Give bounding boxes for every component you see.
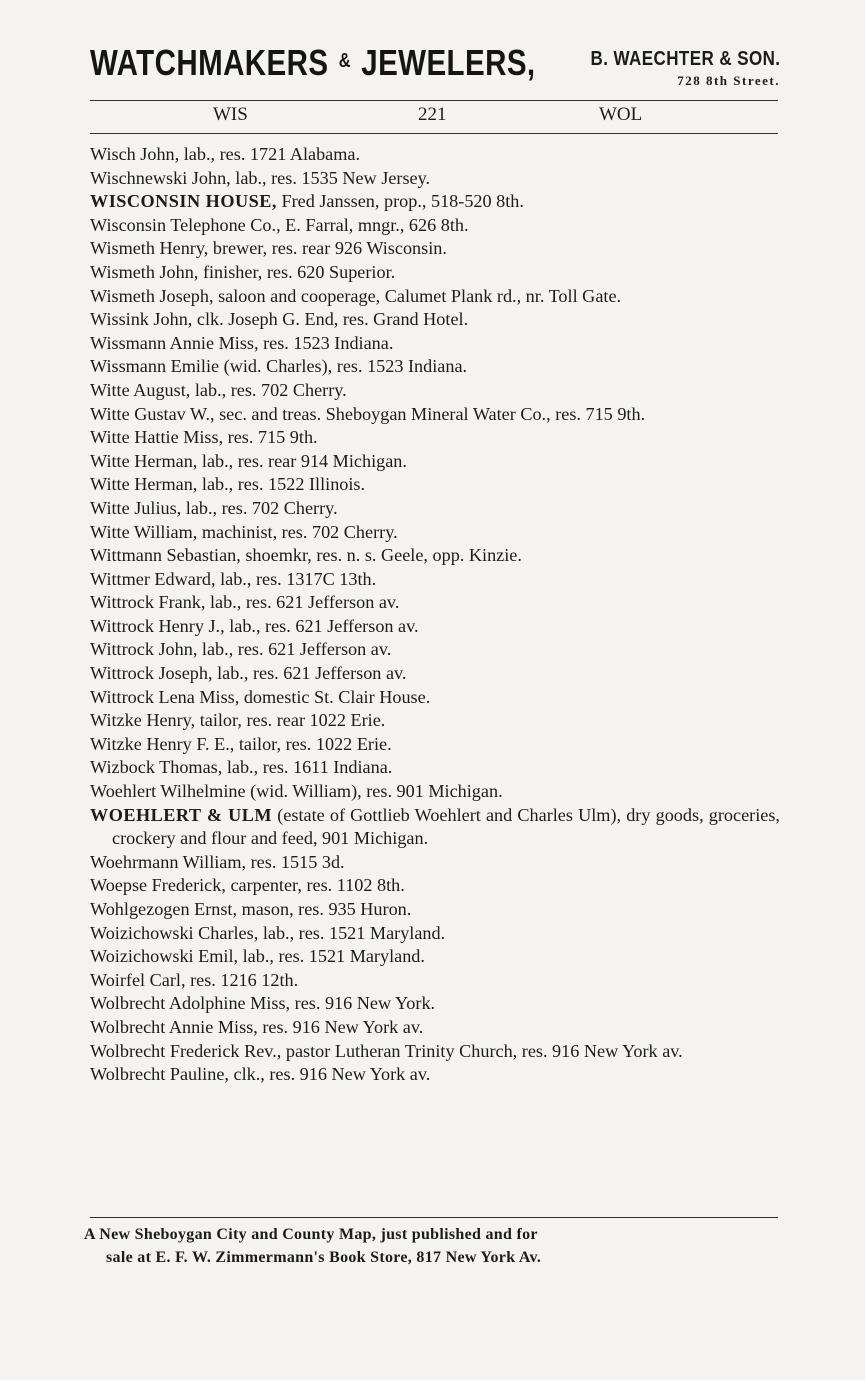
entry-name: Wisch John, bbox=[90, 144, 180, 164]
entry-details: lab., res. 1521 Maryland. bbox=[258, 922, 446, 943]
entry-details: saloon and cooperage, Calumet Plank rd., nr. Toll Gate. bbox=[213, 285, 622, 306]
directory-entry bbox=[90, 638, 780, 662]
entry-name: Woirfel Carl, bbox=[90, 969, 186, 990]
entry-details: Miss, res. 916 New York. bbox=[245, 993, 436, 1014]
directory-entry bbox=[90, 308, 780, 332]
directory-entry bbox=[90, 167, 780, 191]
entry-name: Witte Hattie bbox=[90, 427, 179, 448]
directory-entry bbox=[90, 261, 780, 285]
entry-name: Woehlert Wilhelmine bbox=[90, 781, 246, 802]
footer-line-1: A New Sheboygan City and County Map, just published and for bbox=[84, 1226, 538, 1243]
footer-line-2: sale at E. F. W. Zimmermann's Book Store, 817 New York Av. bbox=[106, 1249, 542, 1266]
directory-entry bbox=[90, 143, 780, 167]
entry-details: brewer, res. rear 926 Wisconsin. bbox=[208, 238, 447, 259]
directory-entry bbox=[90, 591, 780, 615]
directory-entry bbox=[90, 450, 780, 474]
directory-entry bbox=[90, 355, 780, 379]
advertisement-header bbox=[90, 40, 780, 98]
entry-details: E. Farral, mngr., 626 8th. bbox=[280, 214, 469, 235]
entry-details: pastor Lutheran Trinity Church, res. 916 New York av. bbox=[281, 1040, 683, 1061]
directory-entry bbox=[90, 379, 780, 403]
directory-entry bbox=[90, 568, 780, 592]
entry-details: (estate of Gottlieb Woehlert and Charles Ulm), dry goods, groceries, crockery and flour and feed, 901 Michigan. bbox=[112, 804, 780, 849]
entry-details: lab., res. 621 Jefferson av. bbox=[212, 663, 407, 684]
directory-entry bbox=[90, 403, 780, 427]
directory-entry bbox=[90, 1040, 780, 1064]
entry-name: Wohlgezogen Ernst, bbox=[90, 899, 238, 919]
advert-firm-name: B. WAECHTER & SON. bbox=[590, 48, 780, 70]
directory-entry bbox=[90, 190, 780, 214]
entry-name: Wittrock Lena bbox=[90, 686, 195, 707]
entry-name: Wittmer Edward, bbox=[90, 568, 216, 589]
entry-name: WOEHLERT & ULM bbox=[90, 804, 273, 825]
entry-details: clk., res. 916 New York av. bbox=[228, 1064, 431, 1085]
entry-name: Witte August, bbox=[90, 379, 191, 400]
entry-details: lab., res. 1317C 13th. bbox=[215, 568, 377, 589]
advert-street: 728 8th Street. bbox=[677, 73, 780, 88]
entry-details: lab., res. 621 Jefferson av. bbox=[197, 639, 392, 660]
directory-entry bbox=[90, 874, 780, 898]
entry-name: Woehrmann William, bbox=[90, 851, 247, 872]
directory-entries bbox=[90, 143, 780, 1087]
entry-details: lab., res. 1535 New Jersey. bbox=[230, 167, 431, 188]
running-head-right: WOL bbox=[599, 104, 643, 125]
entry-name: WISCONSIN HOUSE, bbox=[90, 191, 277, 212]
entry-name: Wolbrecht Pauline, bbox=[90, 1064, 229, 1085]
directory-entry bbox=[90, 709, 780, 733]
advert-firm-block bbox=[557, 48, 780, 89]
footer-rule bbox=[90, 1217, 778, 1218]
entry-details: (wid. Charles), res. 1523 Indiana. bbox=[219, 356, 468, 377]
entry-details: carpenter, res. 1102 8th. bbox=[225, 875, 405, 896]
header-rule-bottom bbox=[90, 133, 778, 134]
entry-name: Wissink John, bbox=[90, 309, 193, 330]
directory-entry bbox=[90, 1016, 780, 1040]
advert-left-word: WATCHMAKERS bbox=[90, 42, 329, 83]
entry-details: lab., res. 621 Jefferson av. bbox=[224, 615, 419, 636]
directory-entry bbox=[90, 780, 780, 804]
entry-details: Miss, res. 715 9th. bbox=[178, 427, 318, 448]
entry-details: lab., res. 1522 Illinois. bbox=[197, 474, 366, 495]
entry-name: Wissmann Emilie bbox=[90, 356, 220, 377]
directory-entry bbox=[90, 521, 780, 545]
entry-name: Witte Herman, bbox=[90, 450, 198, 471]
entry-name: Wismeth John, bbox=[90, 261, 199, 282]
entry-name: Wissmann Annie bbox=[90, 332, 215, 353]
entry-name: Witte Herman, bbox=[90, 474, 198, 495]
entry-name: Wismeth Joseph, bbox=[90, 285, 214, 306]
directory-entry bbox=[90, 544, 780, 568]
running-head bbox=[90, 104, 778, 130]
directory-entry bbox=[90, 662, 780, 686]
directory-entry bbox=[90, 473, 780, 497]
entry-details: lab., res. 1721 Alabama. bbox=[179, 144, 361, 164]
entry-name: Wolbrecht Annie bbox=[90, 1016, 214, 1037]
entry-details: tailor, res. rear 1022 Erie. bbox=[195, 710, 386, 731]
directory-entry bbox=[90, 733, 780, 757]
entry-name: Wizbock Thomas, bbox=[90, 757, 223, 778]
entry-details: res. 1216 12th. bbox=[185, 969, 299, 990]
directory-entry bbox=[90, 615, 780, 639]
advert-headline bbox=[90, 42, 536, 84]
entry-details: (wid. William), res. 901 Michigan. bbox=[245, 781, 503, 802]
entry-details: lab., res. 702 Cherry. bbox=[190, 379, 347, 400]
entry-name: Wittrock Frank, bbox=[90, 592, 206, 613]
entry-name: Witte Gustav W., bbox=[90, 403, 215, 424]
directory-entry bbox=[90, 285, 780, 309]
directory-entry bbox=[90, 922, 780, 946]
entry-name: Wolbrecht Frederick Rev., bbox=[90, 1040, 282, 1061]
entry-name: Woepse Frederick, bbox=[90, 875, 226, 896]
directory-entry bbox=[90, 332, 780, 356]
directory-entry bbox=[90, 756, 780, 780]
entry-name: Wittmann Sebastian, bbox=[90, 545, 241, 566]
directory-entry bbox=[90, 214, 780, 238]
entry-details: Fred Janssen, prop., 518-520 8th. bbox=[276, 191, 524, 212]
entry-details: shoemkr, res. n. s. Geele, opp. Kinzie. bbox=[240, 545, 522, 566]
entry-name: Wolbrecht Adolphine bbox=[90, 993, 246, 1014]
entry-details: mason, res. 935 Huron. bbox=[237, 899, 412, 919]
ampersand-logo-icon: & bbox=[338, 50, 351, 72]
directory-entry bbox=[90, 851, 780, 875]
directory-entry bbox=[90, 426, 780, 450]
entry-name: Wischnewski John, bbox=[90, 167, 231, 188]
entry-name: Witzke Henry, bbox=[90, 710, 196, 731]
entry-details: finisher, res. 620 Superior. bbox=[198, 261, 396, 282]
entry-details: res. 1515 3d. bbox=[246, 851, 345, 872]
header-rule-top bbox=[90, 100, 778, 101]
entry-details: Miss, res. 916 New York av. bbox=[213, 1016, 424, 1037]
entry-details: lab., res. rear 914 Michigan. bbox=[197, 450, 407, 471]
footer-advertisement bbox=[84, 1223, 776, 1269]
entry-details: sec. and treas. Sheboygan Mineral Water Co., res. 715 9th. bbox=[214, 403, 646, 424]
page-number: 221 bbox=[418, 104, 447, 125]
entry-name: Wittrock John, bbox=[90, 639, 198, 660]
advert-right-word: JEWELERS, bbox=[361, 42, 536, 83]
directory-entry bbox=[90, 686, 780, 710]
entry-details: lab., res. 1611 Indiana. bbox=[222, 757, 393, 778]
entry-details: clk. Joseph G. End, res. Grand Hotel. bbox=[192, 309, 469, 330]
entry-name: Witte William, bbox=[90, 521, 198, 542]
entry-name: Woizichowski Emil, bbox=[90, 946, 239, 967]
entry-name: Wisconsin Telephone Co., bbox=[90, 214, 281, 235]
entry-details: lab., res. 621 Jefferson av. bbox=[205, 592, 400, 613]
directory-entry bbox=[90, 969, 780, 993]
directory-entry bbox=[90, 497, 780, 521]
entry-details: lab., res. 702 Cherry. bbox=[181, 497, 338, 518]
entry-name: Witte Julius, bbox=[90, 497, 182, 518]
entry-details: tailor, res. 1022 Erie. bbox=[234, 733, 392, 754]
entry-details: lab., res. 1521 Maryland. bbox=[238, 946, 425, 967]
directory-entry bbox=[90, 945, 780, 969]
directory-entry bbox=[90, 992, 780, 1016]
directory-entry bbox=[90, 804, 780, 851]
entry-details: Miss, domestic St. Clair House. bbox=[194, 686, 431, 707]
running-head-left: WIS bbox=[213, 104, 248, 125]
entry-name: Woizichowski Charles, bbox=[90, 922, 259, 943]
entry-name: Witzke Henry F. E., bbox=[90, 733, 235, 754]
entry-name: Wittrock Henry J., bbox=[90, 615, 225, 636]
directory-entry bbox=[90, 237, 780, 261]
directory-entry bbox=[90, 1063, 780, 1087]
entry-name: Wittrock Joseph, bbox=[90, 663, 213, 684]
directory-entry bbox=[90, 898, 780, 922]
entry-details: machinist, res. 702 Cherry. bbox=[197, 521, 398, 542]
entry-name: Wismeth Henry, bbox=[90, 238, 209, 259]
entry-details: Miss, res. 1523 Indiana. bbox=[214, 332, 394, 353]
